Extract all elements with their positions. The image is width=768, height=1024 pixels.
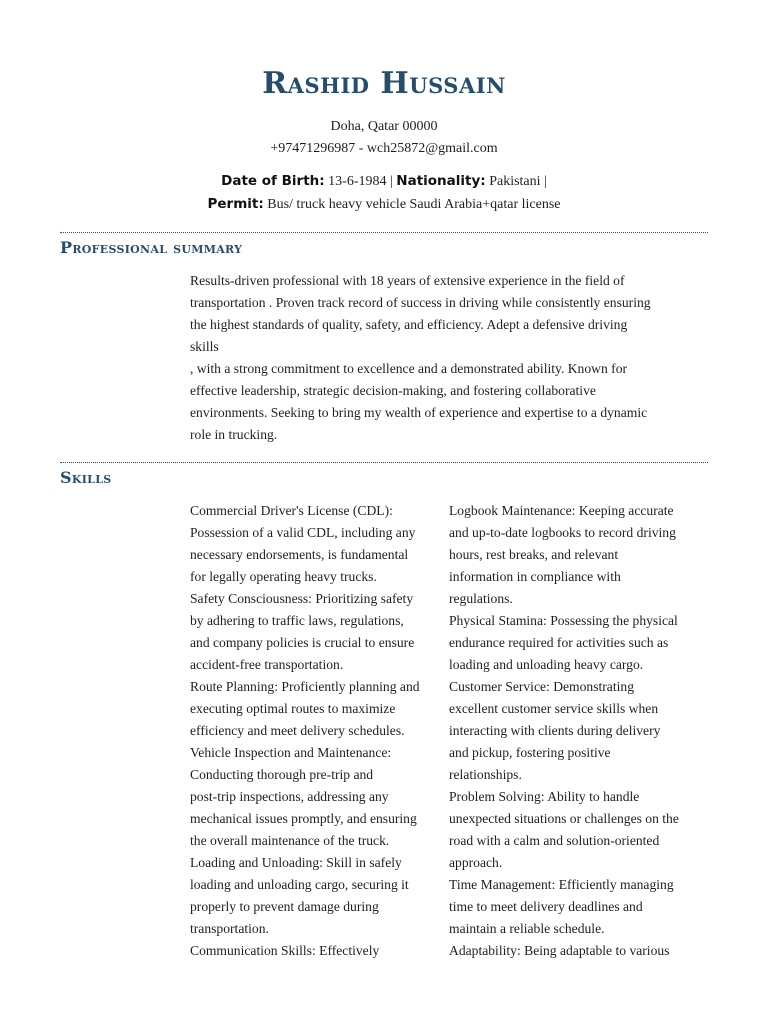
nationality-label: Nationality: bbox=[396, 173, 486, 189]
skill-line: Commercial Driver's License (CDL): bbox=[190, 503, 393, 518]
summary-heading: Professional summary bbox=[60, 238, 243, 257]
skill-line: hours, rest breaks, and relevant bbox=[449, 547, 619, 562]
permit-line bbox=[0, 196, 768, 213]
skills-column-right bbox=[449, 500, 714, 962]
skill-line: accident-free transportation. bbox=[190, 657, 344, 672]
skill-line: road with a calm and solution-oriented bbox=[449, 833, 660, 848]
skill-line: loading and unloading cargo, securing it bbox=[190, 877, 409, 892]
skill-line: Adaptability: Being adaptable to various bbox=[449, 943, 670, 958]
skill-line: and company policies is crucial to ensure bbox=[190, 635, 415, 650]
skill-line: Route Planning: Proficiently planning and bbox=[190, 679, 420, 694]
skill-line: efficiency and meet delivery schedules. bbox=[190, 723, 405, 738]
skill-line: approach. bbox=[449, 855, 503, 870]
skills-column-left bbox=[190, 500, 448, 962]
skill-line: Logbook Maintenance: Keeping accurate bbox=[449, 503, 674, 518]
skill-line: transportation. bbox=[190, 921, 269, 936]
summary-line: role in trucking. bbox=[190, 427, 278, 442]
skill-line: interacting with clients during delivery bbox=[449, 723, 661, 738]
skill-line: Customer Service: Demonstrating bbox=[449, 679, 634, 694]
dob-value: 13-6-1984 | bbox=[328, 174, 393, 189]
skill-line: Safety Consciousness: Prioritizing safety bbox=[190, 591, 414, 606]
skill-line: loading and unloading heavy cargo. bbox=[449, 657, 644, 672]
skill-line: necessary endorsements, is fundamental bbox=[190, 547, 409, 562]
summary-line: transportation . Proven track record of success in driving while consistently ensuring bbox=[190, 295, 651, 310]
skill-line: time to meet delivery deadlines and bbox=[449, 899, 643, 914]
skill-line: and pickup, fostering positive bbox=[449, 745, 611, 760]
permit-label: Permit: bbox=[207, 196, 264, 212]
skill-line: relationships. bbox=[449, 767, 522, 782]
summary-line: environments. Seeking to bring my wealth of experience and expertise to a dynamic bbox=[190, 405, 648, 420]
personal-info-line bbox=[0, 173, 768, 190]
skill-line: maintain a reliable schedule. bbox=[449, 921, 605, 936]
skill-line: properly to prevent damage during bbox=[190, 899, 379, 914]
skill-line: information in compliance with bbox=[449, 569, 621, 584]
skill-line: Loading and Unloading: Skill in safely bbox=[190, 855, 402, 870]
skill-line: endurance required for activities such as bbox=[449, 635, 669, 650]
phone-email: +97471296987 - wch25872@gmail.com bbox=[270, 141, 498, 156]
summary-line: skills bbox=[190, 339, 219, 354]
nationality-value: Pakistani | bbox=[489, 174, 547, 189]
skill-line: Conducting thorough pre-trip and bbox=[190, 767, 374, 782]
skill-line: the overall maintenance of the truck. bbox=[190, 833, 390, 848]
skill-line: Time Management: Efficiently managing bbox=[449, 877, 674, 892]
skill-line: Physical Stamina: Possessing the physical bbox=[449, 613, 678, 628]
skill-line: excellent customer service skills when bbox=[449, 701, 659, 716]
skill-line: executing optimal routes to maximize bbox=[190, 701, 396, 716]
summary-line: the highest standards of quality, safety, and efficiency. Adept a defensive driving bbox=[190, 317, 628, 332]
permit-value: Bus/ truck heavy vehicle Saudi Arabia+qatar license bbox=[267, 197, 561, 212]
skill-line: Vehicle Inspection and Maintenance: bbox=[190, 745, 392, 760]
summary-body bbox=[190, 270, 710, 446]
skill-line: unexpected situations or challenges on the bbox=[449, 811, 679, 826]
skill-line: Possession of a valid CDL, including any bbox=[190, 525, 416, 540]
skill-line: and up-to-date logbooks to record driving bbox=[449, 525, 676, 540]
section-divider bbox=[60, 232, 708, 233]
summary-line: effective leadership, strategic decision-making, and fostering collaborative bbox=[190, 383, 596, 398]
skill-line: post-trip inspections, addressing any bbox=[190, 789, 389, 804]
candidate-name: Rashid Hussain bbox=[262, 66, 506, 101]
skills-heading: Skills bbox=[60, 468, 112, 487]
dob-label: Date of Birth: bbox=[221, 173, 325, 189]
summary-line: Results-driven professional with 18 years of extensive experience in the field of bbox=[190, 273, 625, 288]
skill-line: by adhering to traffic laws, regulations, bbox=[190, 613, 404, 628]
section-divider bbox=[60, 462, 708, 463]
skill-line: Problem Solving: Ability to handle bbox=[449, 789, 640, 804]
skill-line: mechanical issues promptly, and ensuring bbox=[190, 811, 417, 826]
skill-line: for legally operating heavy trucks. bbox=[190, 569, 377, 584]
summary-line: , with a strong commitment to excellence and a demonstrated ability. Known for bbox=[190, 361, 628, 376]
skill-line: regulations. bbox=[449, 591, 513, 606]
skill-line: Communication Skills: Effectively bbox=[190, 943, 380, 958]
address: Doha, Qatar 00000 bbox=[330, 119, 438, 134]
